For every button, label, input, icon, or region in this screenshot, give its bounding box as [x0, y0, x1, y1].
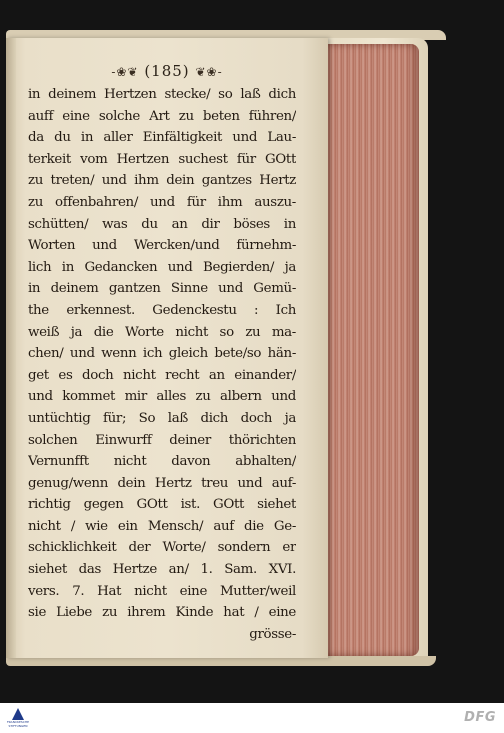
- text-line: und kommet mir alles zu albern und: [28, 389, 296, 405]
- text-line: schütten/ was du an dir böses in: [28, 216, 296, 232]
- text-line: get es doch nicht recht an einander/: [28, 367, 296, 383]
- ornament-left-icon: -❀❦: [111, 65, 139, 79]
- text-line: grösse-: [249, 626, 296, 642]
- text-line: untüchtig für; So laß dich doch ja: [28, 410, 296, 426]
- institution-logo-icon: [12, 708, 24, 720]
- text-line: Worten und Wercken/und fürnehm-: [28, 238, 296, 254]
- dfg-logo[interactable]: DFG: [464, 710, 496, 725]
- fore-edge: [324, 44, 419, 656]
- institution-logo[interactable]: [4, 705, 32, 731]
- text-line: auff eine solche Art zu beten führen/: [28, 108, 296, 124]
- text-line: schicklichkeit der Worte/ sondern er: [28, 540, 296, 556]
- text-line: vers. 7. Hat nicht eine Mutter/weil: [28, 583, 296, 599]
- text-line: lich in Gedancken und Begierden/ ja: [28, 259, 296, 275]
- text-line: the erkennest. Gedenckestu : Ich: [28, 302, 296, 318]
- text-line: nicht / wie ein Mensch/ auf die Ge-: [28, 518, 296, 534]
- text-line: da du in aller Einfältigkeit und Lau-: [28, 130, 296, 146]
- institution-logo-text: FRANCKESCHE STIFTUNGEN: [6, 720, 30, 728]
- text-line: siehet das Hertze an/ 1. Sam. XVI.: [28, 562, 296, 578]
- text-line: zu offenbahren/ und für ihm auszu-: [28, 194, 296, 210]
- text-line: genug/wenn dein Hertz treu und auf-: [28, 475, 296, 491]
- page-text: [28, 84, 296, 645]
- viewer-footer: [0, 703, 504, 733]
- text-line: in deinem Hertzen stecke/ so laß dich: [28, 87, 296, 102]
- text-line: zu treten/ und ihm dein gantzes Hertz: [28, 173, 296, 189]
- book-page: [6, 38, 328, 658]
- page-gutter: [6, 38, 16, 658]
- page-number: (185): [144, 62, 190, 80]
- text-line: richtig gegen GOtt ist. GOtt siehet: [28, 497, 296, 513]
- text-line: Vernunfft nicht davon abhalten/: [28, 454, 296, 470]
- page-header: [6, 62, 328, 80]
- text-line: in deinem gantzen Sinne und Gemü-: [28, 281, 296, 297]
- text-line: weiß ja die Worte nicht so zu ma-: [28, 324, 296, 340]
- text-line: chen/ und wenn ich gleich bete/so hän-: [28, 346, 296, 362]
- text-line: sie Liebe zu ihrem Kinde hat / eine: [28, 605, 296, 621]
- text-line: solchen Einwurff deiner thörichten: [28, 432, 296, 448]
- text-line: terkeit vom Hertzen suchest für GOtt: [28, 151, 296, 167]
- ornament-right-icon: ❦❀-: [195, 65, 223, 79]
